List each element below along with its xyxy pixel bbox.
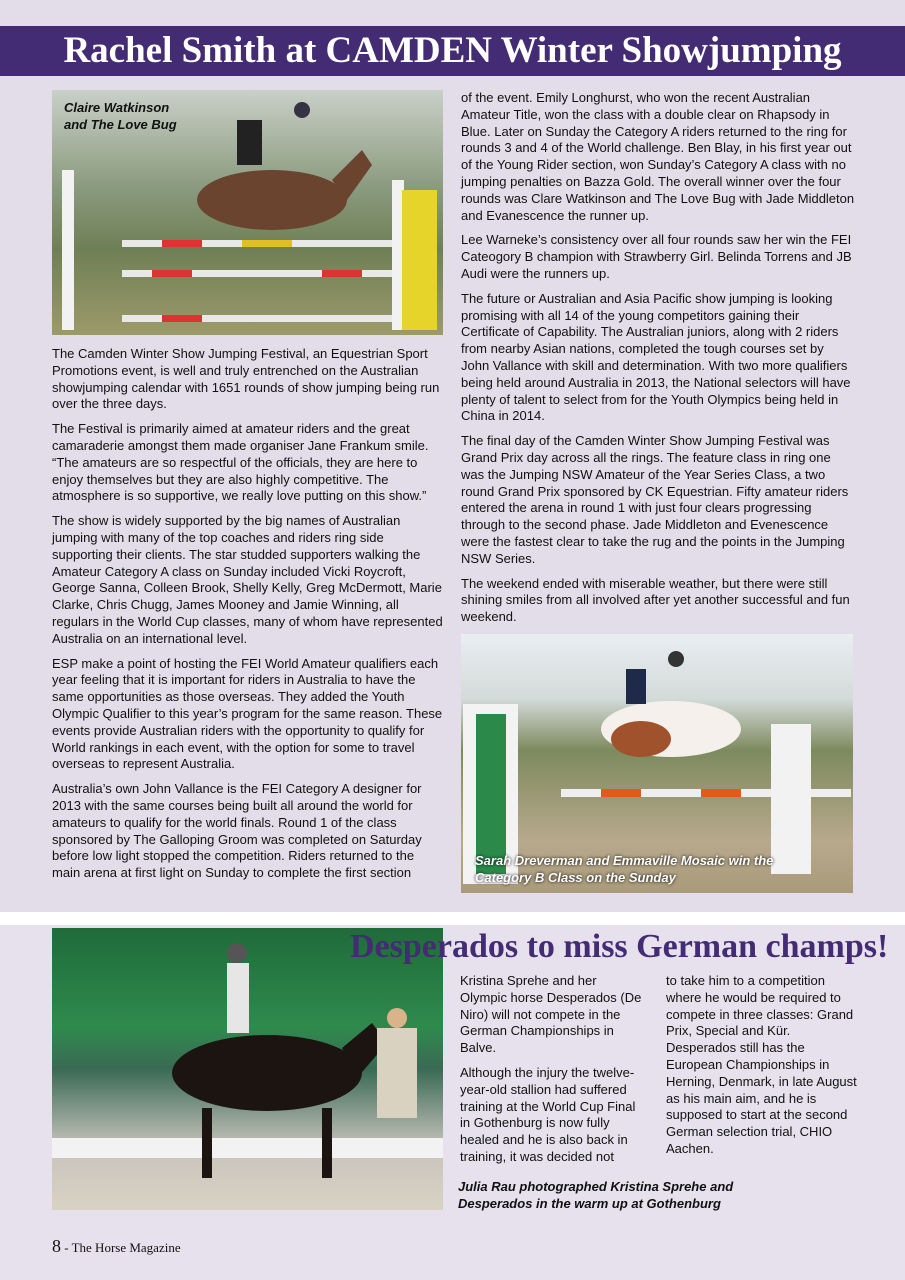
article-right-column [461, 90, 855, 634]
paragraph: Kristina Sprehe and her Olympic horse Desperados (De Niro) will not compete in the German Championships in Balve. [460, 973, 642, 1056]
paragraph: The show is widely supported by the big names of Australian jumping with many of the top coaches and riders ring side supporting their clients. The star studded supporters walking the Amateur Category A class on Sunday included Vicki Roycroft, George Sanna, Colleen Brook, Shelly Kelly, Greg McDermott, Marie Clarke, Chris Chugg, James Mooney and Jamie Winning, all regulars in the World Cup classes, many of whom have represented Australia on an international level. [52, 513, 443, 646]
page-number: 8 [52, 1236, 61, 1256]
publication-name: - The Horse Magazine [64, 1240, 181, 1255]
photo-caption: Sarah Dreverman and Emmaville Mosaic win the Category B Class on the Sunday [475, 853, 774, 885]
article-left-column [52, 346, 444, 890]
article-title: Desperados to miss German champs! [350, 928, 889, 965]
paragraph: of the event. Emily Longhurst, who won the recent Australian Amateur Title, won the class with a double clear on Rhapsody in Blue. Later on Sunday the Category A riders returned to the ring for rounds 3 and 4 of the World challenge. Ben Blay, in his first year out of the Young Rider section, won Sunday’s Category A class with no jumping penalties on Bazza Gold. The overall winner over the four rounds was Clare Watkinson and The Love Bug with Jade Middleton and Evanescence the runner up. [461, 90, 855, 223]
paragraph: The weekend ended with miserable weather, but there were still shining smiles from all involved after yet another successful and fun weekend. [461, 575, 850, 625]
paragraph: Although the injury the twelve-year-old stallion had suffered training at the World Cup Final in Gothenburg is now fully healed and he is also back in training, it was decided not [460, 1064, 636, 1164]
paragraph: Australia’s own John Vallance is the FEI Category A designer for 2013 with the same courses being built all around the world for amateurs to qualify for the world finals. Round 1 of the class sponsored by The Galloping Groom was completed on Saturday before low light stopped the competition. Riders returned to the main arena at first light on Sunday to complete the first section [52, 781, 422, 881]
paragraph: ESP make a point of hosting the FEI World Amateur qualifiers each year feeling that it is important for riders in Australia to have the same opportunities as those overseas. They added the Youth Olympic Qualifier to this year’s program for the same reason. These events provide Australian riders with the opportunity to qualify for World rankings in each event, with the option for some to travel overseas to represent Australia. [52, 655, 443, 772]
paragraph: The Festival is primarily aimed at amateur riders and the great camaraderie amongst them made organiser Jane Frankum smile. “The amateurs are so respectful of the officials, they are here to enjoy themselves but they are also highly competitive. The atmosphere is so supportive, we really love putting on this show.” [52, 421, 429, 504]
photo-dressage-desperados [52, 928, 443, 1210]
photo-caption: Claire Watkinson and The Love Bug [64, 100, 177, 132]
article-column-2 [666, 973, 858, 1166]
paragraph: to take him to a competition where he would be required to compete in three classes: Grand Prix, Special and Kür. Desperados still has the European Championships in Herning, Denmark, in late August as his main aim, and he is supposed to start at the second German selection trial, CHIO Aachen. [666, 973, 857, 1156]
article-column-1 [460, 973, 645, 1174]
paragraph: Lee Warneke’s consistency over all four rounds saw her win the FEI Cateogory B champion with Strawberry Girl. Belinda Torrens and JB Audi were the runners up. [461, 232, 852, 281]
paragraph: The Camden Winter Show Jumping Festival, an Equestrian Sport Promotions event, is well and truly entrenched on the Australian showjumping calendar with 1651 rounds of show jumping being run over the three days. [52, 346, 440, 412]
page-footer [52, 1236, 181, 1257]
paragraph: The final day of the Camden Winter Show Jumping Festival was Grand Prix day across all the rings. The feature class in ring one was the Jumping NSW Amateur of the Year Series Class, a two round Grand Prix sponsored by CK Equestrian. Fifty amateur riders entered the arena in round 1 with just four clears progressing through to the second phase. Jade Middleton and Evenescence were the fastest clear to take the rug and the points in the Jumping NSW Series. [461, 433, 849, 566]
page-title: Rachel Smith at CAMDEN Winter Showjumping [0, 26, 905, 76]
paragraph: The future or Australian and Asia Pacific show jumping is looking promising with all 14 of the young competitors gaining their Certificate of Capability. The Australian juniors, along with 2 riders from nearby Asian nations, completed the tough courses set by John Vallance with skill and determination. With two more qualifiers being held around Australia in 2013, the National selectors will have plenty of talent to select from for the Youth Olympics being held in China in 2014. [461, 290, 851, 424]
photo-caption: Julia Rau photographed Kristina Sprehe and Desperados in the warm up at Gothenburg [458, 1179, 734, 1211]
horse-rider-illustration [52, 928, 443, 1210]
